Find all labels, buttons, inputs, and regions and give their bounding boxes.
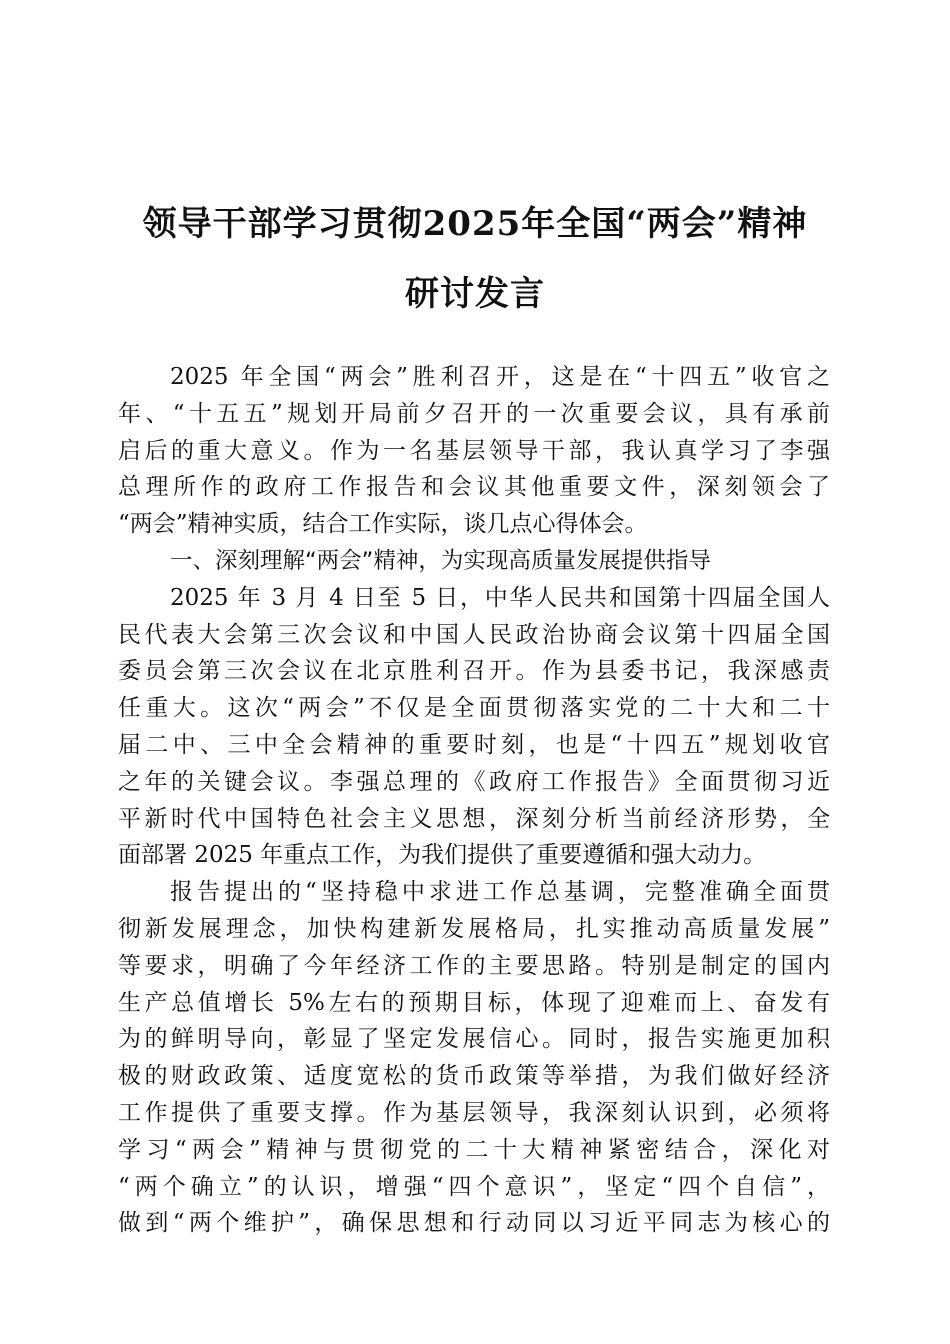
paragraph-line: 民代表大会第三次会议和中国人民政治协商会议第十四届全国 (118, 621, 830, 648)
paragraph-line: 工作提供了重要支撑。作为基层领导，我深刻认识到，必须将 (118, 1099, 830, 1126)
paragraph-line: 任重大。这次“两会”不仅是全面贯彻落实党的二十大和二十 (118, 695, 830, 722)
paragraph-line: “两个确立”的认识，增强“四个意识”，坚定“四个自信”， (118, 1173, 830, 1200)
paragraph-line: 等要求，明确了今年经济工作的主要思路。特别是制定的国内 (118, 952, 830, 979)
paragraph-line: 之年的关键会议。李强总理的《政府工作报告》全面贯彻习近 (118, 768, 830, 795)
paragraph-line: 总理所作的政府工作报告和会议其他重要文件，深刻领会了 (118, 474, 830, 501)
document-title-line-2: 研讨发言 (405, 274, 545, 314)
paragraph-line: 学习“两会”精神与贯彻党的二十大精神紧密结合，深化对 (118, 1136, 830, 1163)
paragraph-line: 生产总值增长 5%左右的预期目标，体现了迎难而上、奋发有 (118, 989, 830, 1016)
document-title-line-1: 领导干部学习贯彻2025年全国“两会”精神 (142, 204, 808, 244)
paragraph-line: 极的财政政策、适度宽松的货币政策等举措，为我们做好经济 (118, 1063, 830, 1090)
paragraph-line: 届二中、三中全会精神的重要时刻，也是“十四五”规划收官 (118, 731, 830, 758)
paragraph-line: 做到“两个维护”，确保思想和行动同以习近平同志为核心的 (118, 1210, 830, 1237)
paragraph-line: 为的鲜明导向，彰显了坚定发展信心。同时，报告实施更加积 (118, 1026, 830, 1053)
paragraph-line: 委员会第三次会议在北京胜利召开。作为县委书记，我深感责 (118, 658, 830, 685)
paragraph-line: 2025 年 3 月 4 日至 5 日，中华人民共和国第十四届全国人 (170, 584, 830, 611)
paragraph-line: 报告提出的“坚持稳中求进工作总基调，完整准确全面贯 (170, 879, 830, 906)
paragraph-line: 面部署 2025 年重点工作，为我们提供了重要遵循和强大动力。 (118, 842, 767, 869)
document-body (118, 359, 830, 1242)
paragraph-line: “两会”精神实质，结合工作实际，谈几点心得体会。 (118, 511, 648, 538)
paragraph-line: 启后的重大意义。作为一名基层领导干部，我认真学习了李强 (118, 437, 830, 464)
paragraph-line: 2025 年全国“两会”胜利召开，这是在“十四五”收官之 (170, 364, 830, 390)
paragraph-line: 平新时代中国特色社会主义思想，深刻分析当前经济形势，全 (118, 805, 830, 832)
paragraph-line: 彻新发展理念，加快构建新发展格局，扎实推动高质量发展” (118, 915, 830, 942)
paragraph-line: 年、“十五五”规划开局前夕召开的一次重要会议，具有承前 (118, 400, 830, 427)
section-heading: 一、深刻理解“两会”精神，为实现高质量发展提供指导 (170, 547, 711, 574)
